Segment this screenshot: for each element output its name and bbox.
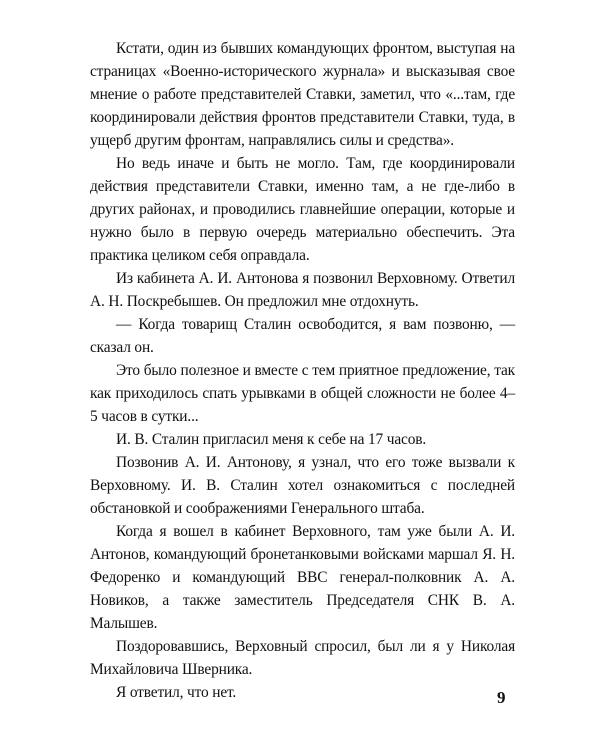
- paragraph-7: Позвонив А. И. Антонову, я узнал, что его тоже вызвали к Верховному. И. В. Сталин хотел ознакомиться с последней обстановкой и соображениями Генерального штаба.: [90, 454, 515, 517]
- paragraph-2: Но ведь иначе и быть не могло. Там, где координировали действия представители Ставки, именно там, а не где-либо в других районах, и проводились главнейшие операции, которые и нужно было в первую очередь материально обеспечить. Эта практика целиком себя оправдала.: [90, 155, 515, 264]
- paragraph-5: Это было полезное и вместе с тем приятное предложение, так как приходилось спать урывками в общей сложности не более 4–5 часов в сутки...: [90, 362, 515, 425]
- page-number: 9: [497, 688, 506, 707]
- page-body: [90, 37, 515, 704]
- paragraph-6: И. В. Сталин пригласил меня к себе на 17 часов.: [116, 431, 427, 448]
- paragraph-1: Кстати, один из бывших командующих фронтом, выступая на страницах «Военно-исторического журнала» и высказывая свое мнение о работе представителей Ставки, заметил, что «...там, где координировали действия фронтов представители Ставки, туда, в ущерб другим фронтам, направлялись силы и средства».: [90, 40, 515, 149]
- paragraph-9: Поздоровавшись, Верховный спросил, был ли я у Николая Михайловича Шверника.: [90, 638, 515, 678]
- paragraph-10: Я ответил, что нет.: [116, 684, 237, 701]
- paragraph-4: — Когда товарищ Сталин освободится, я вам позвоню, — сказал он.: [90, 316, 515, 356]
- paragraph-8: Когда я вошел в кабинет Верховного, там уже были А. И. Антонов, командующий бронетанковыми войсками маршал Я. Н. Федоренко и командующий ВВС генерал-полковник А. А. Новиков, а также заместитель Председателя СНК В. А. Малышев.: [90, 523, 515, 632]
- paragraph-3: Из кабинета А. И. Антонова я позвонил Верховному. Ответил А. Н. Поскребышев. Он предложил мне отдохнуть.: [90, 270, 515, 310]
